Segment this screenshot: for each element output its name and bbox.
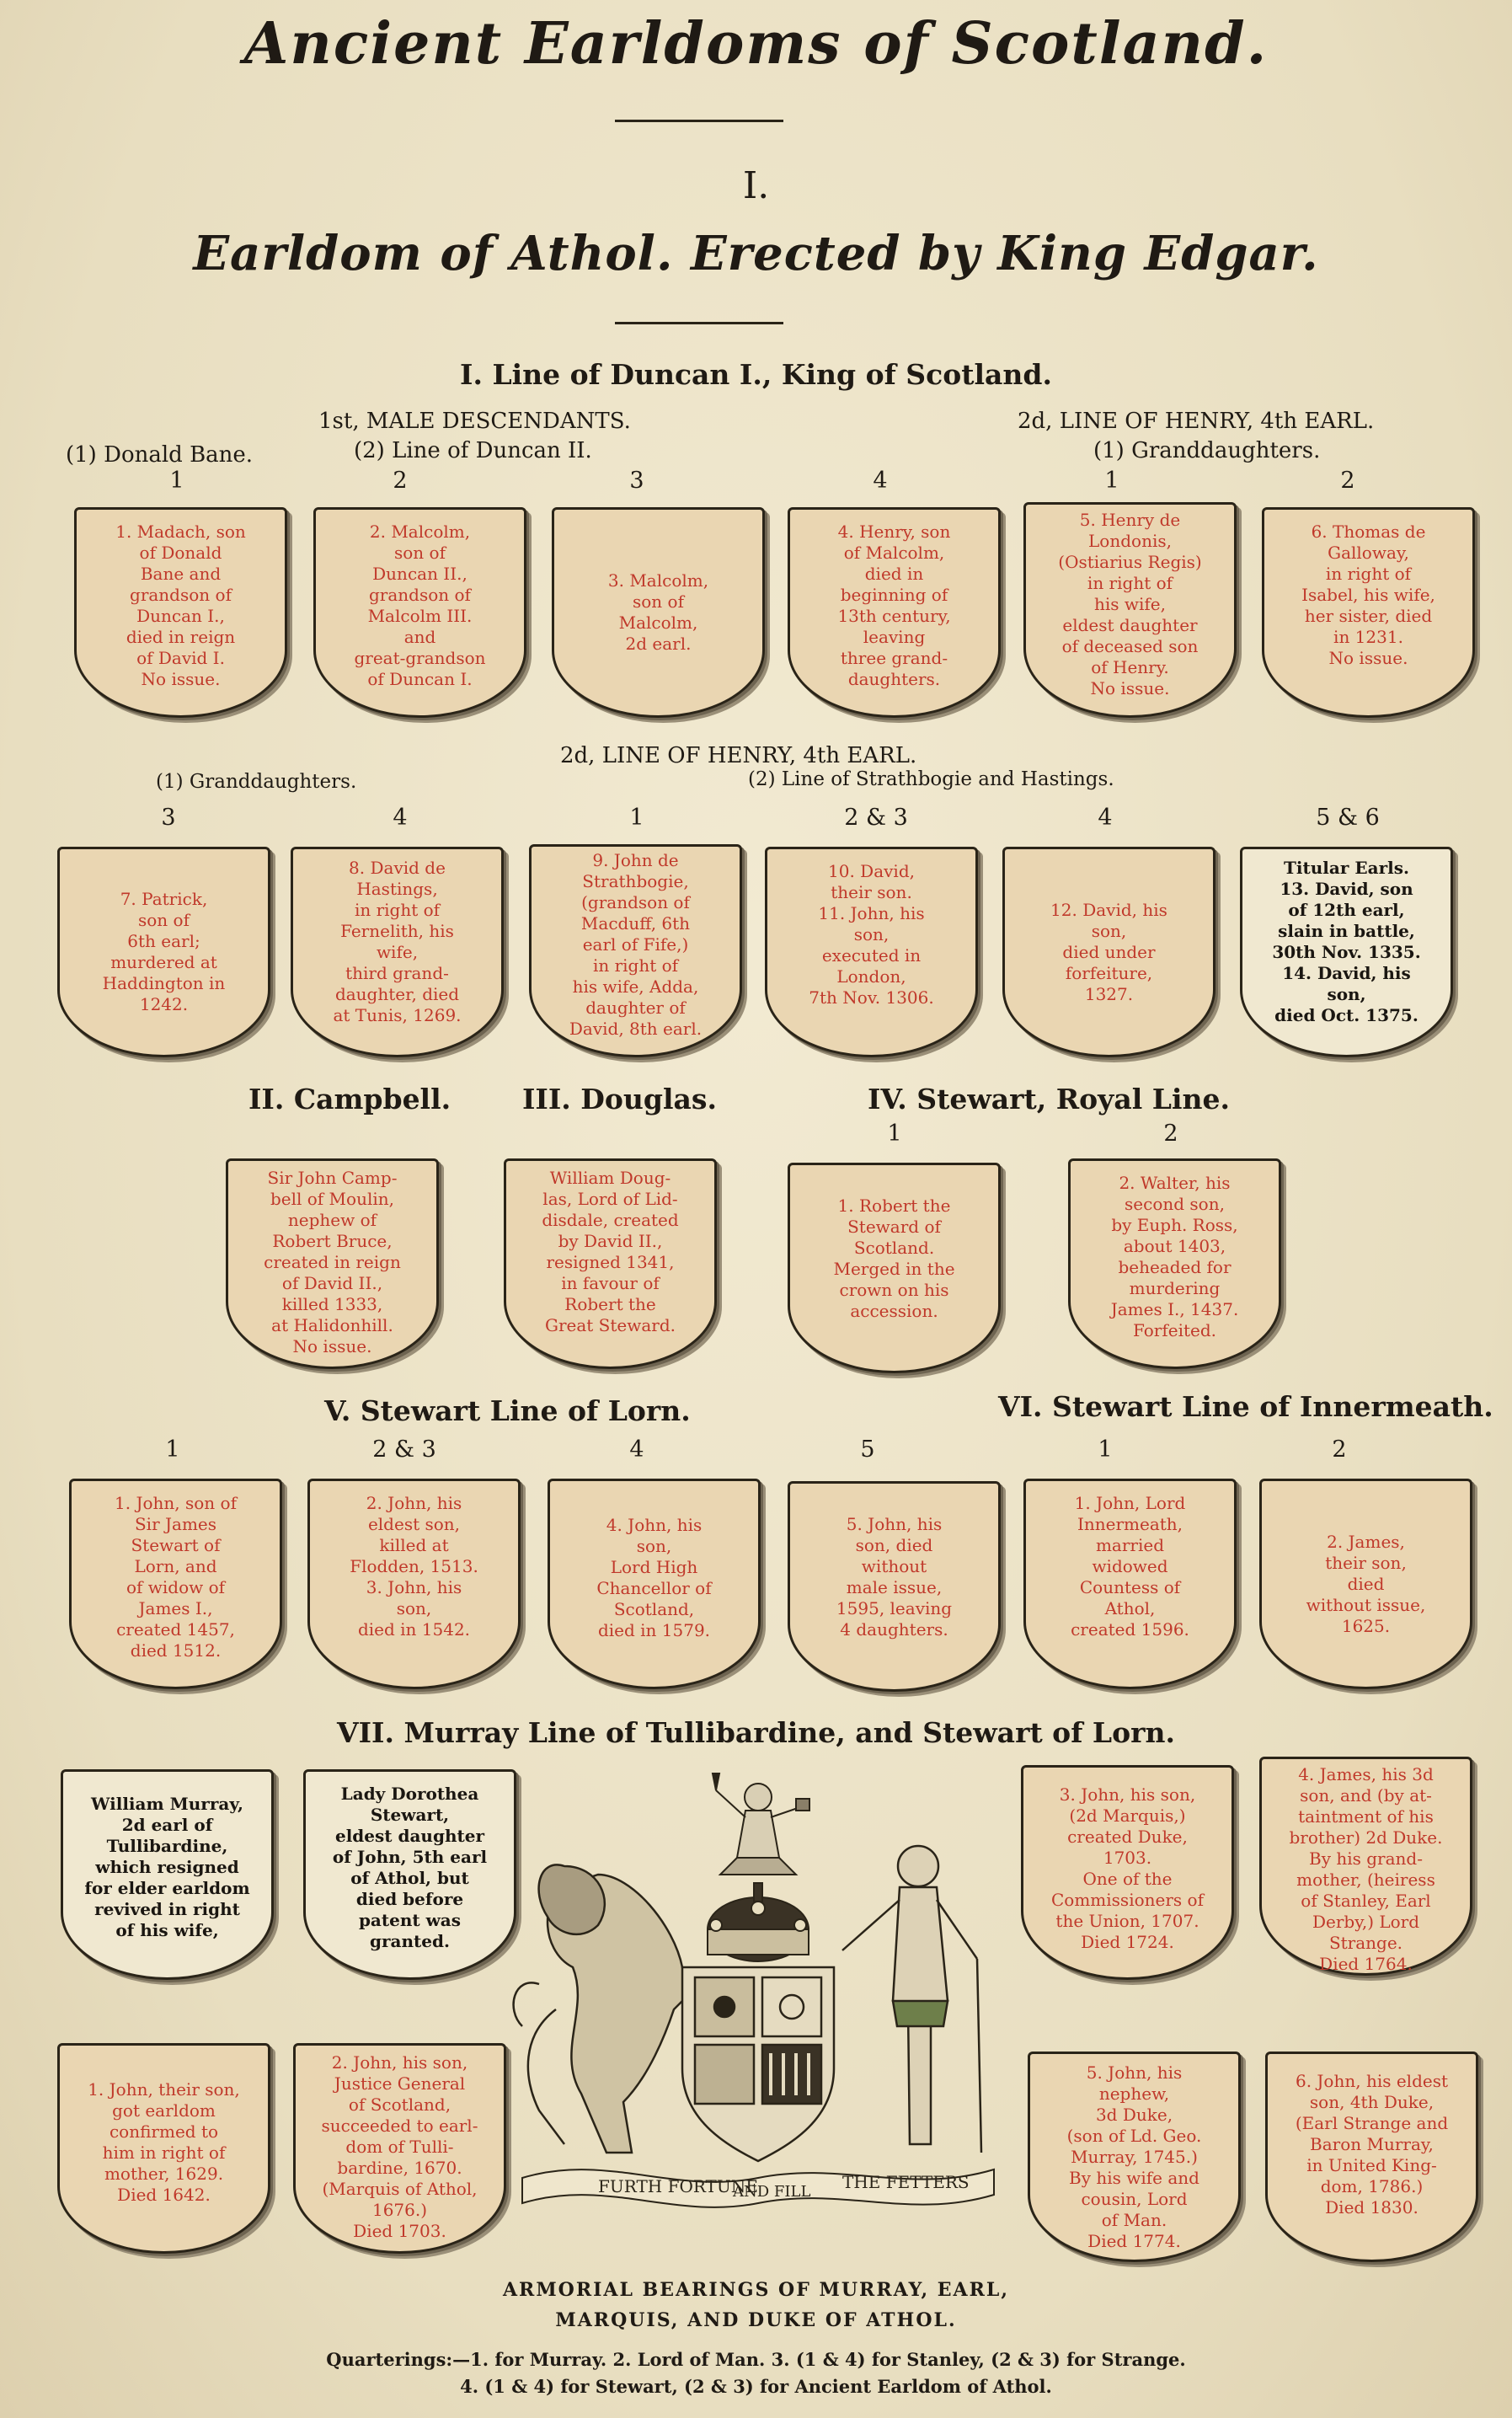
shield-text: 3. John, his son, (2d Marquis,) created Duke, 1703. One of the Commissioners of the Union, 1707. Died 1724. (1051, 1784, 1204, 1952)
shield-number: 1 (1104, 468, 1119, 494)
line-of-henry-label: 2d, LINE OF HENRY, 4th EARL. (560, 743, 917, 768)
granddaughters-label: (1) Granddaughters. (1093, 438, 1321, 463)
shield-number: 4 (393, 805, 408, 831)
shield-james-2d-duke (1259, 1757, 1472, 1976)
shield-henry-4 (788, 507, 1001, 718)
shield-number: 4 (873, 468, 888, 494)
shield-william-murray (61, 1769, 274, 1980)
shield-number: 2 & 3 (844, 805, 908, 831)
shield-text: 7. Patrick, son of 6th earl; murdered at Haddington in 1242. (102, 889, 226, 1014)
shield-text: Sir John Camp- bell of Moulin, nephew of Robert Bruce, created in reign of David II., killed 1333, at Halidonhill. No issue. (264, 1168, 401, 1356)
earldom-title: Earldom of Athol. Erected by King Edgar. (193, 226, 1319, 281)
shield-text: 1. John, son of Sir James Stewart of Lorn, and of widow of James I., created 1457, died 1512. (115, 1493, 237, 1661)
shield-titular-earls (1240, 847, 1453, 1057)
divider-rule (615, 322, 783, 324)
shield-john-lorn-1 (69, 1479, 282, 1689)
shield-john-lorn-5 (788, 1481, 1001, 1692)
quarterings-note (0, 2346, 1512, 2400)
shield-john-justice-general (293, 2043, 506, 2254)
shield-campbell (226, 1158, 439, 1369)
shield-text: 9. John de Strathbogie, (grandson of Macduff, 6th earl of Fife,) in right of his wife, Adda, daughter of David, 8th earl. (569, 850, 703, 1039)
shield-text: 4. John, his son, Lord High Chancellor of Scotland, died in 1579. (596, 1515, 712, 1640)
savage-supporter (842, 1846, 981, 2153)
divider-rule (615, 120, 783, 122)
innermeath-heading: VI. Stewart Line of Innermeath. (998, 1390, 1493, 1423)
quarterings-line: 4. (1 & 4) for Stewart, (2 & 3) for Ancient Earldom of Athol. (460, 2376, 1052, 2397)
shield-number: 5 (860, 1436, 875, 1463)
shield-number: 2 (1340, 468, 1355, 494)
stewart-royal-heading: IV. Stewart, Royal Line. (868, 1083, 1230, 1115)
line-of-henry-label: 2d, LINE OF HENRY, 4th EARL. (1018, 409, 1375, 434)
shield-text: William Murray, 2d earl of Tullibardine, which resigned for elder earldom revived in right of his wife, (84, 1794, 250, 1940)
shield-john-de-strathbogie (529, 844, 742, 1057)
shield-number: 2 (1163, 1121, 1178, 1147)
shield-john-earldom-confirmed (57, 2043, 270, 2254)
line1-heading: I. Line of Duncan I., King of Scotland. (460, 358, 1052, 391)
arms-caption (0, 2275, 1512, 2335)
shield-text: Lady Dorothea Stewart, eldest daughter of John, 5th earl of Athol, but died before patent was granted. (332, 1784, 488, 1951)
shield-malcolm-3 (552, 507, 765, 718)
shield-douglas (504, 1158, 717, 1369)
shield-number: 1 (887, 1121, 902, 1147)
shield-number: 5 & 6 (1316, 805, 1380, 831)
shield-henry-de-londonis (1023, 502, 1237, 718)
campbell-heading: II. Campbell. (248, 1083, 451, 1115)
shield-text: 2. James, their son, died without issue, 1625. (1306, 1531, 1426, 1636)
shield-david-12 (1002, 847, 1215, 1057)
shield-text: 5. John, his son, died without male issue, 1595, leaving 4 daughters. (836, 1514, 953, 1640)
shield-madach (74, 507, 287, 718)
shield-text: 1. Robert the Steward of Scotland. Merged in the crown on his accession. (833, 1196, 955, 1321)
shield-text: 4. Henry, son of Malcolm, died in beginning of 13th century, leaving three grand- daughters. (837, 522, 951, 689)
shield-number: 1 (169, 468, 184, 494)
shield-number: 4 (629, 1436, 644, 1463)
armorial-bearings-illustration (505, 1757, 1011, 2228)
shield-thomas-de-galloway (1262, 507, 1475, 718)
main-title: Ancient Earldoms of Scotland. (243, 10, 1269, 78)
shield-number: 2 (393, 468, 408, 494)
shield-lady-dorothea (303, 1769, 516, 1980)
shield-number: 2 (1332, 1436, 1347, 1463)
shield-david-de-hastings (291, 847, 504, 1057)
shield-text: 6. Thomas de Galloway, in right of Isabel, his wife, her sister, died in 1231. No issue. (1301, 522, 1435, 668)
shield-number: 1 (629, 805, 644, 831)
motto-text: THE FETTERS (842, 2172, 970, 2192)
douglas-heading: III. Douglas. (522, 1083, 717, 1115)
shield-number: 4 (1098, 805, 1113, 831)
shield-walter (1068, 1158, 1281, 1369)
shield-john-4th-duke (1265, 2052, 1478, 2262)
shield-text: Titular Earls. 13. David, son of 12th earl, slain in battle, 30th Nov. 1335. 14. David, his son, died Oct. 1375. (1272, 858, 1421, 1025)
shield-text: 1. John, Lord Innermeath, married widowed Countess of Athol, created 1596. (1071, 1493, 1189, 1640)
murray-heading: VII. Murray Line of Tullibardine, and Stewart of Lorn. (337, 1716, 1175, 1749)
shield-text: 6. John, his eldest son, 4th Duke, (Earl Strange and Baron Murray, in United King- dom, 1786.) Died 1830. (1295, 2071, 1449, 2217)
motto-scroll (522, 2169, 994, 2207)
section-number: I. (742, 164, 770, 207)
quarterings-line: Quarterings:—1. for Murray. 2. Lord of Man. 3. (1 & 4) for Stanley, (2 & 3) for Strange. (326, 2349, 1186, 2370)
lorn-heading: V. Stewart Line of Lorn. (324, 1394, 691, 1427)
shield-john-2d-marquis (1021, 1765, 1234, 1980)
shield-number: 3 (161, 805, 176, 831)
shield-of-arms (682, 1967, 834, 2161)
shield-john-innermeath (1023, 1479, 1237, 1689)
shield-john-lorn-4 (548, 1479, 761, 1689)
shield-text: 4. James, his 3d son, and (by at- taintment of his brother) 2d Duke. By his grand- mother, (heiress of Stanley, Earl Derby,) Lord Strange. Died 1764. (1289, 1764, 1443, 1974)
shield-john-lorn-2 (307, 1479, 521, 1689)
shield-patrick (57, 847, 270, 1057)
shield-number: 1 (1098, 1436, 1113, 1463)
shield-text: 2. John, his eldest son, killed at Flodden, 1513. 3. John, his son, died in 1542. (350, 1493, 478, 1640)
shield-text: 2. John, his son, Justice General of Scotland, succeeded to earl- dom of Tulli- bardine, 1670. (Marquis of Athol, 1676.) Died 1703. (321, 2052, 478, 2241)
shield-david-and-john (765, 847, 978, 1057)
shield-john-3d-duke (1028, 2052, 1241, 2262)
shield-text: 3. Malcolm, son of Malcolm, 2d earl. (607, 570, 709, 654)
line-of-duncan-label: (2) Line of Duncan II. (354, 438, 592, 463)
shield-text: 5. John, his nephew, 3d Duke, (son of Ld. Geo. Murray, 1745.) By his wife and cousin, Lord of Man. Died 1774. (1066, 2062, 1202, 2251)
shield-text: 2. Walter, his second son, by Euph. Ross, about 1403, beheaded for murdering James I., 1437. Forfeited. (1110, 1173, 1239, 1340)
shield-text: 10. David, their son. 11. John, his son, executed in London, 7th Nov. 1306. (809, 861, 934, 1008)
shield-robert-steward (788, 1163, 1001, 1373)
shield-number: 1 (165, 1436, 180, 1463)
shield-text: 12. David, his son, died under forfeiture, 1327. (1050, 899, 1167, 1004)
crest-savage-figure (713, 1773, 809, 1875)
shield-text: William Doug- las, Lord of Lid- disdale, created by David II., resigned 1341, in favour of Robert the Great Steward. (542, 1168, 679, 1335)
motto-text: FURTH FORTUNE (598, 2176, 758, 2196)
shield-number: 2 & 3 (372, 1436, 436, 1463)
strathbogie-label: (2) Line of Strathbogie and Hastings. (748, 768, 1114, 790)
shield-text: 1. John, their son, got earldom confirmed to him in right of mother, 1629. Died 1642. (88, 2079, 240, 2205)
shield-malcolm-2 (313, 507, 526, 718)
arms-caption-line: ARMORIAL BEARINGS OF MURRAY, EARL, (502, 2279, 1010, 2301)
shield-text: 2. Malcolm, son of Duncan II., grandson of Malcolm III. and great-grandson of Duncan I. (354, 522, 486, 689)
ducal-coronet (708, 1883, 809, 1961)
shield-text: 1. Madach, son of Donald Bane and grandson of Duncan I., died in reign of David I. No issue. (115, 522, 246, 689)
motto-text: AND FILL (733, 2183, 811, 2201)
shield-number: 3 (629, 468, 644, 494)
shield-james-innermeath (1259, 1479, 1472, 1689)
arms-caption-line: MARQUIS, AND DUKE OF ATHOL. (555, 2309, 957, 2331)
male-descendants-label: 1st, MALE DESCENDANTS. (318, 409, 631, 434)
donald-bane-label: (1) Donald Bane. (66, 442, 254, 468)
granddaughters-label: (1) Granddaughters. (156, 771, 357, 793)
shield-text: 8. David de Hastings, in right of Fernelith, his wife, third grand- daughter, died at Tunis, 1269. (333, 858, 462, 1025)
shield-text: 5. Henry de Londonis, (Ostiarius Regis) in right of his wife, eldest daughter of deceased son of Henry. No issue. (1058, 510, 1202, 698)
